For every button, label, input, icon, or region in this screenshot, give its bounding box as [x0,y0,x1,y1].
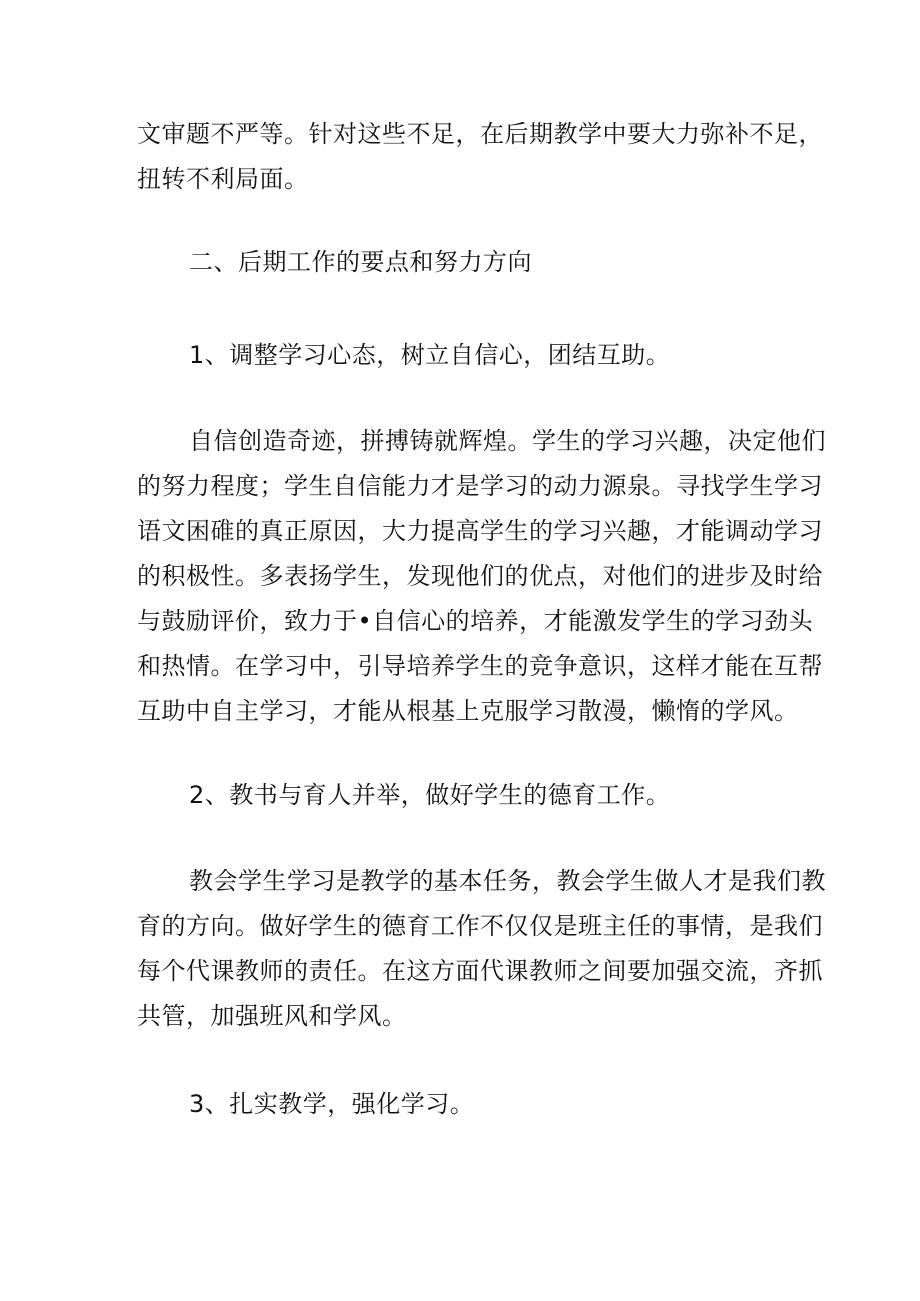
text-line: 语文困碓的真正原因，大力提高学生的学习兴趣，才能调动学习 [137,517,823,545]
paragraph-self-confidence [137,419,826,734]
text-line: 文审题不严等。针对这些不足，在后期教学中要大力弥补不足， [137,120,823,148]
text-line: 扭转不利局面。 [137,165,309,193]
subheading-3 [137,1082,787,1127]
text-line: 和热情。在学习中，引导培养学生的竞争意识，这样才能在互帮 [137,652,823,680]
text-line: 育的方向。做好学生的德育工作不仅仅是班主任的事情，是我们 [137,912,823,940]
text-line: 自信创造奇迹，拼搏铸就辉煌。学生的学习兴趣，决定他们 [189,427,826,455]
subheading-2 [137,773,787,818]
text-line: 教会学生学习是教学的基本任务，教会学生做人才是我们教 [189,867,826,895]
paragraph-continued [137,112,823,202]
subheading-text: 1、调整学习心态，树立自信心，团结互助。 [189,341,671,369]
section-heading [137,240,787,285]
text-line: 每个代课教师的责任。在这方面代课教师之间要加强交流，齐抓 [137,957,823,985]
subheading-text: 2、教书与育人并举，做好学生的德育工作。 [189,781,671,809]
heading-text: 二、后期工作的要点和努力方向 [189,248,532,276]
subheading-1 [137,333,787,378]
text-line: 共管，加强班风和学风。 [137,1002,407,1030]
subheading-text: 3、扎实教学，强化学习。 [189,1090,475,1118]
text-line: 的努力程度；学生自信能力才是学习的动力源泉。寻找学生学习 [137,472,823,500]
text-line: 的积极性。多表扬学生，发现他们的优点，对他们的进步及时给 [137,562,823,590]
text-line: 互助中自主学习，才能从根基上克服学习散漫，懒惰的学风。 [137,697,799,725]
paragraph-moral-education [137,859,826,1039]
text-line: 与鼓励评价，致力于•自信心的培养，才能激发学生的学习劲头 [137,607,814,635]
